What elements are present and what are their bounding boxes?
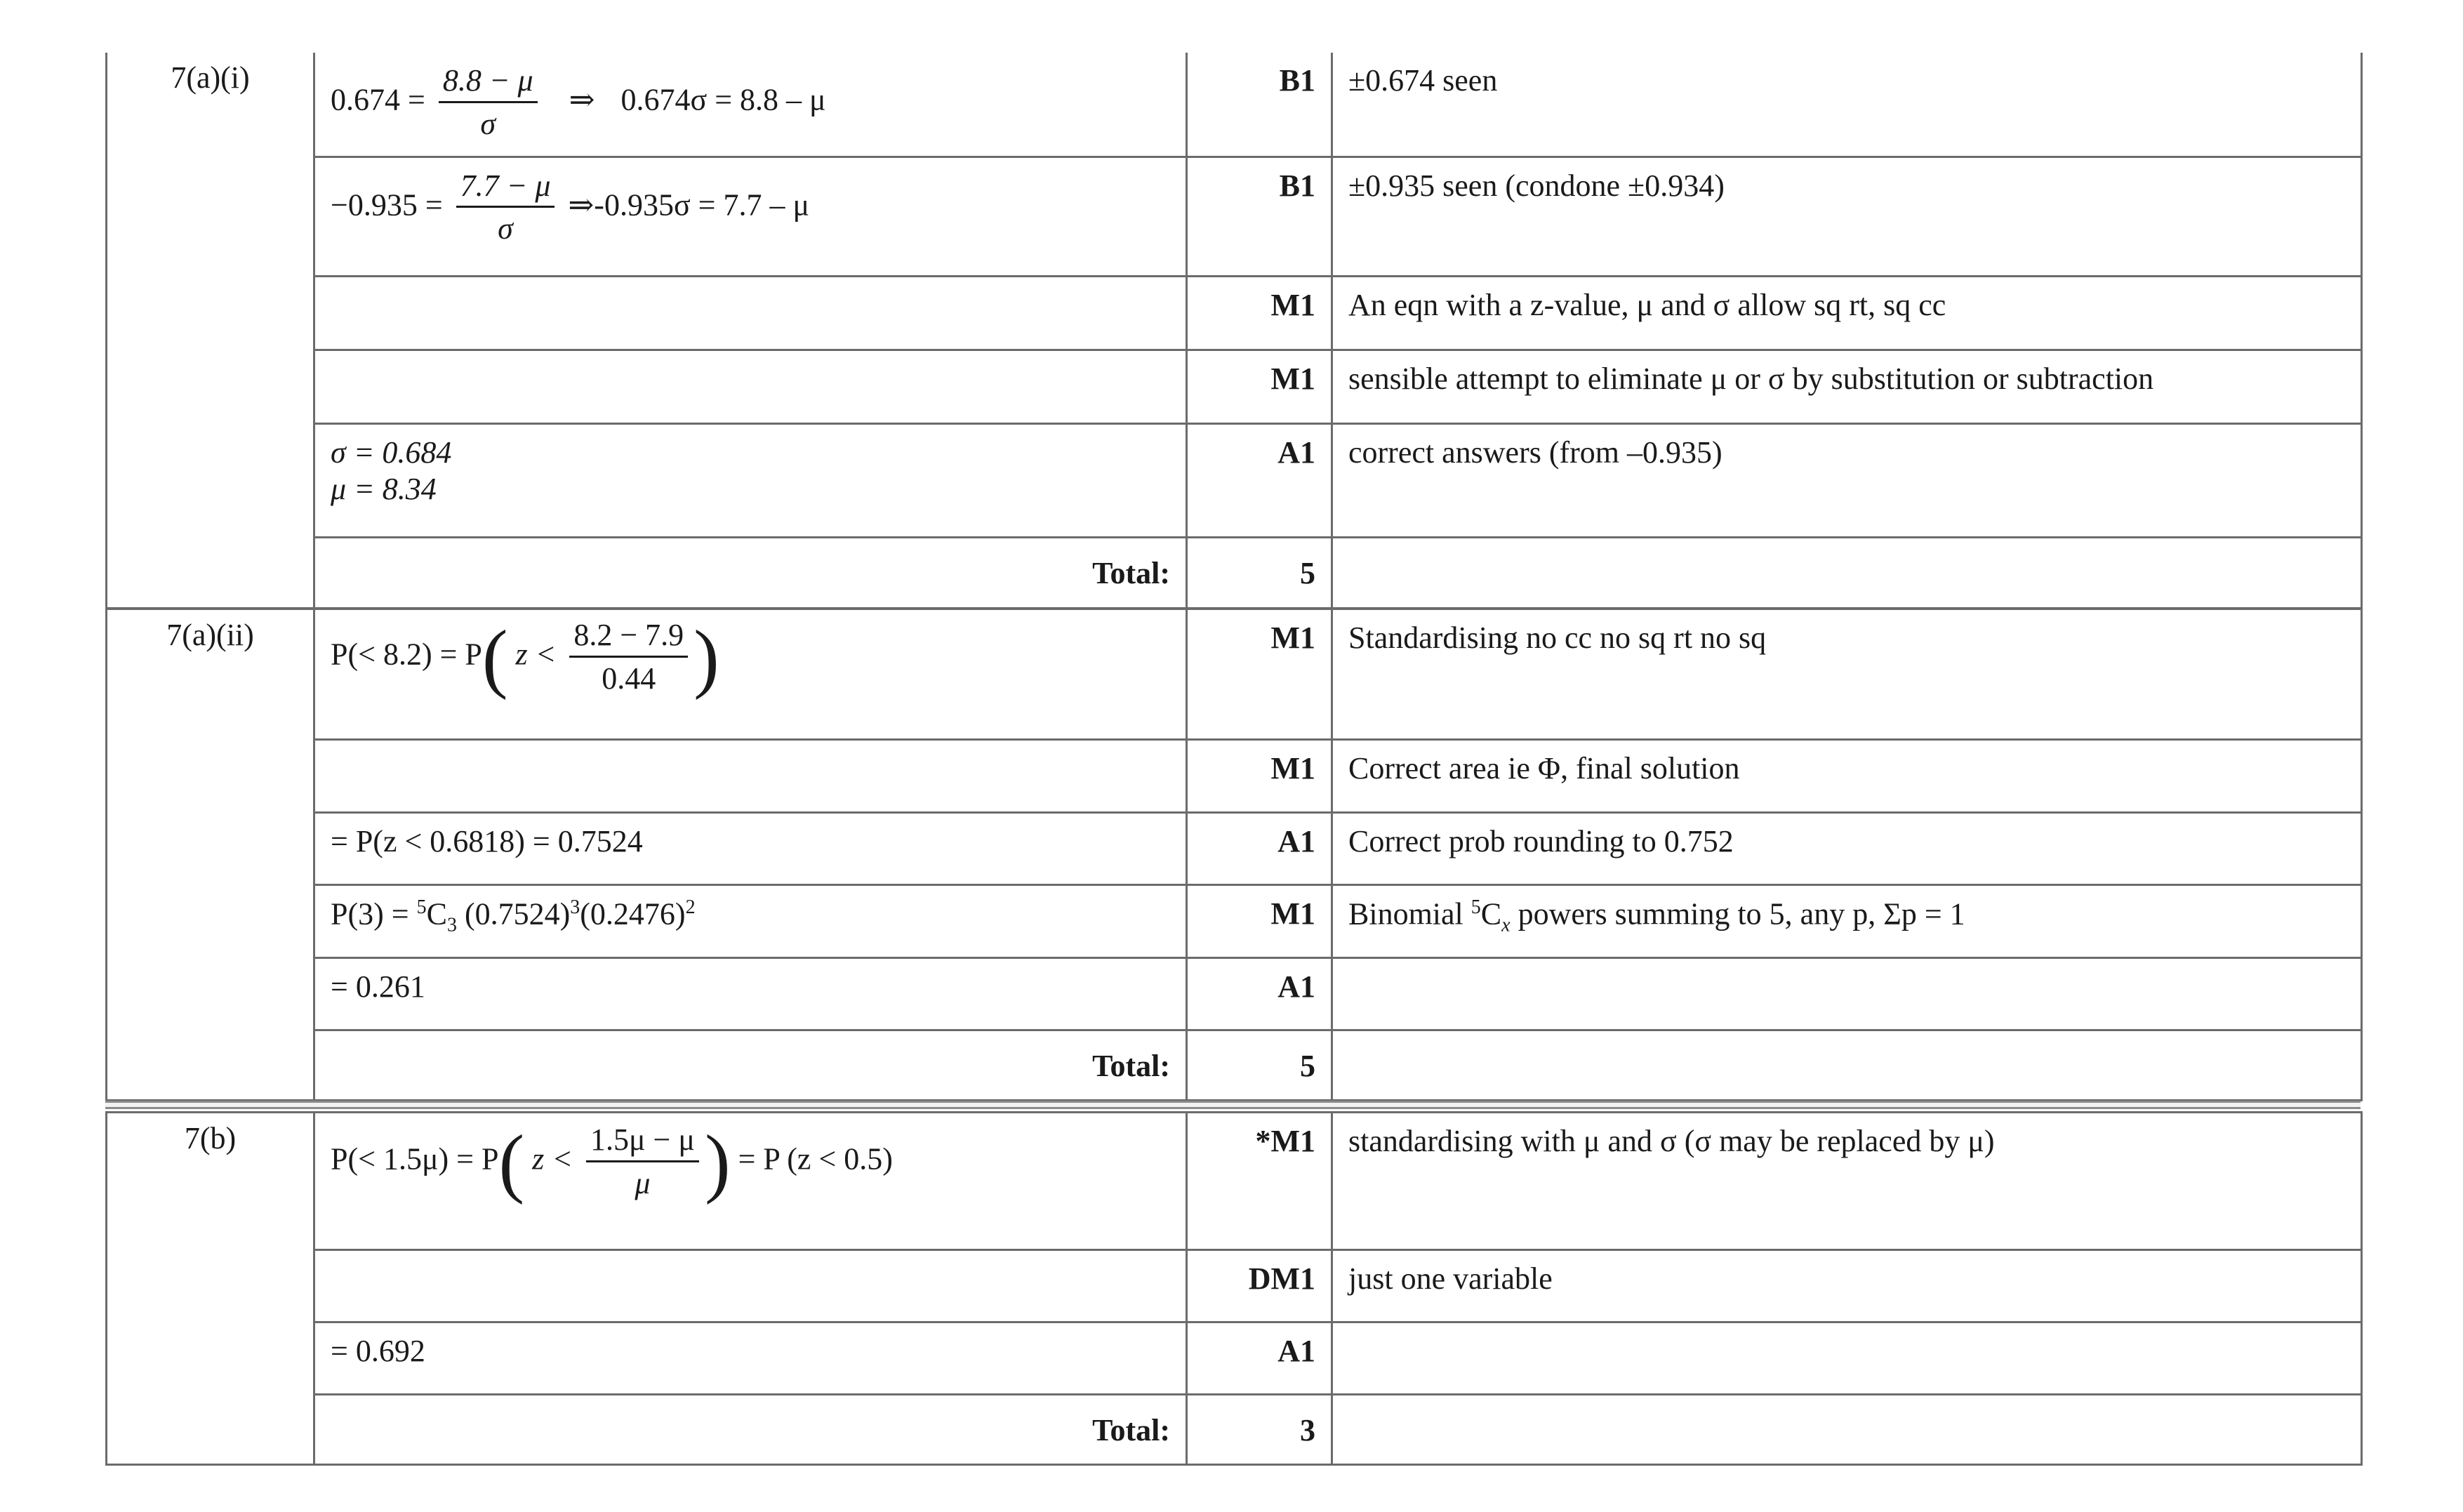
comment-text: Binomial (1348, 896, 1471, 931)
fraction-denominator: 0.44 (602, 661, 656, 696)
mark-cell: *M1 (1187, 1113, 1332, 1250)
binomial-c: C (426, 896, 447, 931)
table-row (107, 609, 2362, 740)
fraction-numerator: 7.7 − μ (456, 168, 555, 208)
fraction (569, 617, 688, 698)
total-row (107, 537, 2362, 608)
fraction-numerator: 8.2 − 7.9 (569, 617, 688, 658)
table-row (107, 1322, 2362, 1395)
fraction-denominator: σ (480, 106, 496, 141)
answer-rhs: = P (z < 0.5) (738, 1141, 893, 1176)
mark-cell: A1 (1187, 958, 1332, 1030)
subscript: x (1501, 914, 1511, 936)
total-row (107, 1395, 2362, 1465)
binomial-prefix: P(3) = (331, 896, 417, 931)
answer-cell (314, 1250, 1187, 1322)
question-label: 7(a)(i) (107, 53, 314, 608)
mark-cell: M1 (1187, 885, 1332, 958)
comment-cell (1332, 885, 2362, 958)
table-row (107, 157, 2362, 276)
superscript: 5 (416, 896, 427, 918)
answer-line: μ = 8.34 (331, 472, 437, 507)
table-row (107, 1113, 2362, 1250)
answer-line: σ = 0.684 (331, 435, 452, 470)
fraction (456, 168, 555, 248)
total-value: 5 (1187, 1030, 1332, 1101)
binomial-term: (0.7524) (456, 896, 571, 931)
comment-cell: just one variable (1332, 1250, 2362, 1322)
answer-cell (314, 53, 1187, 157)
total-row (107, 1030, 2362, 1101)
table-row (107, 1250, 2362, 1322)
table-row (107, 350, 2362, 423)
mark-scheme-table-7ai (105, 53, 2363, 609)
table-row (107, 813, 2362, 885)
comment-cell: Standardising no cc no sq rt no sq (1332, 609, 2362, 740)
answer-cell (314, 276, 1187, 350)
comment-cell: ±0.674 seen (1332, 53, 2362, 157)
mark-cell: A1 (1187, 813, 1332, 885)
total-label: Total: (314, 537, 1187, 608)
comment-text: powers summing to 5, any p, Σp = 1 (1510, 896, 1965, 931)
question-label: 7(b) (107, 1113, 314, 1465)
superscript: 3 (570, 896, 580, 918)
table-row (107, 885, 2362, 958)
superscript: 2 (685, 896, 696, 918)
mark-cell: M1 (1187, 609, 1332, 740)
superscript: 5 (1471, 896, 1481, 918)
mark-cell: B1 (1187, 157, 1332, 276)
total-label: Total: (314, 1395, 1187, 1465)
answer-lhs: −0.935 = (331, 187, 443, 222)
comment-cell: standardising with μ and σ (σ may be replaced by μ) (1332, 1113, 2362, 1250)
comment-cell: Correct prob rounding to 0.752 (1332, 813, 2362, 885)
mark-cell: DM1 (1187, 1250, 1332, 1322)
binomial-term: (0.2476) (580, 896, 686, 931)
comment-cell: Correct area ie Φ, final solution (1332, 740, 2362, 813)
section-divider (105, 1101, 2361, 1109)
comment-cell (1332, 958, 2362, 1030)
total-value: 5 (1187, 537, 1332, 608)
total-value: 3 (1187, 1395, 1332, 1465)
answer-cell (314, 350, 1187, 423)
comment-cell (1332, 1030, 2362, 1101)
answer-cell: = 0.261 (314, 958, 1187, 1030)
table-row (107, 53, 2362, 157)
answer-rhs: ⇒-0.935σ = 7.7 – μ (568, 187, 810, 222)
fraction-denominator: μ (635, 1165, 651, 1200)
answer-cell (314, 885, 1187, 958)
comment-cell (1332, 1395, 2362, 1465)
answer-rhs: 0.674σ = 8.8 – μ (620, 82, 826, 117)
comment-cell: ±0.935 seen (condone ±0.934) (1332, 157, 2362, 276)
mark-cell: M1 (1187, 740, 1332, 813)
mark-cell: A1 (1187, 1322, 1332, 1395)
answer-lhs: 0.674 = (331, 82, 425, 117)
answer-lhs: P(< 1.5μ) = P (331, 1141, 499, 1176)
subscript: 3 (446, 914, 457, 936)
answer-cell (314, 423, 1187, 537)
mark-scheme-table-7aii (105, 608, 2363, 1101)
comment-cell (1332, 537, 2362, 608)
answer-cell: P(< 8.2) = P( z < $\frac{8.2 - 7.9}{0.44}$ ) (314, 609, 1187, 740)
table-row (107, 276, 2362, 350)
fraction-denominator: σ (498, 211, 513, 246)
table-row (107, 958, 2362, 1030)
answer-cell: = 0.692 (314, 1322, 1187, 1395)
implies-symbol: ⇒ (569, 82, 595, 117)
mark-cell: M1 (1187, 350, 1332, 423)
comment-cell: An eqn with a z-value, μ and σ allow sq rt, sq cc (1332, 276, 2362, 350)
table-row (107, 740, 2362, 813)
mark-cell: M1 (1187, 276, 1332, 350)
comment-cell: correct answers (from –0.935) (1332, 423, 2362, 537)
answer-lhs: P(< 8.2) = P (331, 637, 482, 672)
z-variable: z < (515, 637, 557, 672)
z-variable: z < (532, 1141, 573, 1176)
table-row (107, 423, 2362, 537)
mark-scheme-table-7b (105, 1111, 2363, 1466)
mark-cell: A1 (1187, 423, 1332, 537)
fraction (439, 62, 538, 143)
answer-cell (314, 157, 1187, 276)
comment-cell (1332, 1322, 2362, 1395)
total-label: Total: (314, 1030, 1187, 1101)
answer-cell: = P(z < 0.6818) = 0.7524 (314, 813, 1187, 885)
comment-cell: sensible attempt to eliminate μ or σ by substitution or subtraction (1332, 350, 2362, 423)
fraction-numerator: 8.8 − μ (439, 62, 538, 103)
answer-cell: P(< 1.5μ) = P( z < $\frac{1.5\mu - \mu}{\mu}$ ) = P (z < 0.5) (314, 1113, 1187, 1250)
mark-cell: B1 (1187, 53, 1332, 157)
fraction (586, 1122, 699, 1202)
answer-cell (314, 740, 1187, 813)
fraction-numerator: 1.5μ − μ (586, 1122, 699, 1162)
comment-text: C (1480, 896, 1502, 931)
question-label: 7(a)(ii) (107, 609, 314, 1101)
